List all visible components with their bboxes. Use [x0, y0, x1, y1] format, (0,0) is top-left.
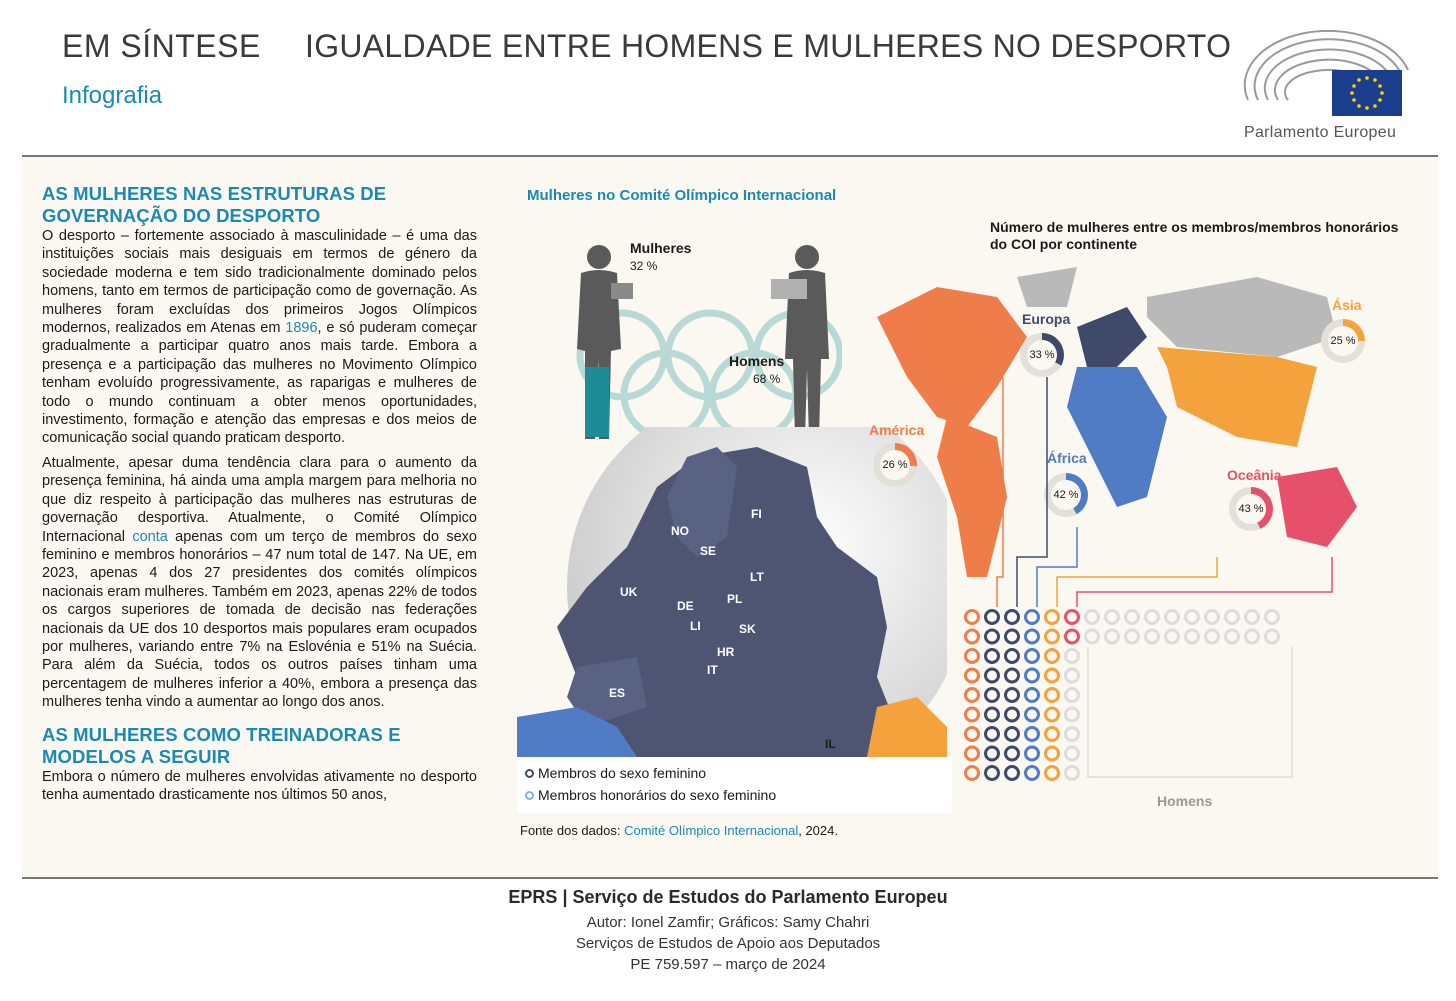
member-ring [1066, 728, 1079, 741]
member-ring [1146, 630, 1159, 643]
honorary-pin-icon [525, 791, 534, 800]
footer-org: EPRS | Serviço de Estudos do Parlamento Europeu [508, 887, 948, 907]
country-label-no: NO [671, 524, 689, 538]
men-grid-label: Homens [1157, 793, 1213, 809]
member-ring [1046, 630, 1059, 643]
country-label-es: ES [609, 686, 626, 700]
member-ring [1026, 708, 1039, 721]
country-label-de: DE [677, 599, 694, 613]
member-ring [1046, 767, 1059, 780]
section-heading-coaches: AS MULHERES COMO TREINADORAS E MODELOS A SEGUIR [42, 723, 401, 767]
country-label-li: LI [690, 619, 701, 633]
paragraph-2-text-b: apenas com um terço de membros do sexo feminino e membros honorários – 47 num total de 147. Na UE, em 2023, apenas 4 dos 27 presidentes dos comités olímpicos nacionais eram mulheres. Também em 2023, apenas 22% de todos os cargos superiores de tomada de decisão nas federações nacionais da UE dos 10 desportos mais populares eram ocupados por mulheres, variando entre 7% na Eslovénia e 51% na Suécia. Para além da Suécia, todos os outros países tinham uma percentagem de mulheres inferior a 40%, embora a presença das mulheres tenha vindo a aumentar ao longo dos anos. [42, 528, 477, 711]
member-ring [1066, 630, 1079, 643]
paragraph-1-text-a: O desporto – fortemente associado à masculinidade – é uma das instituições sociais mais desiguais em termos de género da sociedade moderna e tem sido tradicionalmente dominado pelos homens, tanto em termos de participação como de governação. As mulheres foram excluídas dos primeiros Jogos Olímpicos modernos, realizados em Atenas em [42, 228, 477, 337]
member-ring [1066, 708, 1079, 721]
man-silhouette-icon [767, 239, 847, 439]
member-ring [986, 630, 999, 643]
country-label-lt: LT [750, 570, 764, 584]
member-ring [1026, 669, 1039, 682]
member-ring [966, 689, 979, 702]
member-ring [1026, 767, 1039, 780]
member-ring [986, 689, 999, 702]
source-link[interactable]: Comité Olímpico Internacional [624, 823, 799, 838]
ring-america-value: 26 % [880, 450, 910, 480]
member-ring [986, 728, 999, 741]
member-ring [1126, 630, 1139, 643]
membership-grid [962, 607, 1302, 787]
women-percentage: 32 % [630, 259, 658, 273]
source-suffix: , 2024. [798, 823, 838, 838]
country-label-il: IL [825, 737, 836, 751]
country-label-uk: UK [620, 585, 638, 599]
legend-members-label: Membros do sexo feminino [538, 765, 707, 781]
section-label: EM SÍNTESE [62, 28, 261, 64]
men-label: Homens [729, 353, 785, 369]
paragraph-2-text-a: Atualmente, apesar duma tendência clara para o aumento da presença feminina, há ainda uma ampla margem para melhoria no que diz respeito à participação das mulheres nas estruturas de governação desportiva. Atualmente, o Comité Olímpico Internacional [42, 454, 477, 545]
continent-label-asia: Ásia [1332, 297, 1362, 313]
member-ring [1006, 708, 1019, 721]
member-ring [1046, 747, 1059, 760]
member-ring [1246, 630, 1259, 643]
article-column [42, 183, 477, 804]
member-ring [1266, 630, 1279, 643]
connector-lines [957, 377, 1397, 637]
data-source [520, 823, 838, 838]
link-1896[interactable]: 1896 [285, 320, 318, 337]
member-ring [1046, 708, 1059, 721]
member-ring [1046, 650, 1059, 663]
member-ring [1046, 611, 1059, 624]
section-heading-governance: AS MULHERES NAS ESTRUTURAS DE GOVERNAÇÃO DO DESPORTO [42, 183, 387, 226]
member-ring [966, 611, 979, 624]
member-ring [1246, 611, 1259, 624]
legend [517, 757, 952, 813]
women-label: Mulheres [630, 240, 692, 256]
men-percentage: 68 % [753, 372, 781, 386]
member-ring [1006, 669, 1019, 682]
member-ring [1106, 630, 1119, 643]
continent-label-america: América [869, 422, 925, 438]
member-ring [1166, 630, 1179, 643]
ring-europa-value: 33 % [1027, 340, 1057, 370]
header [0, 0, 1456, 155]
member-ring [986, 669, 999, 682]
member-ring [966, 728, 979, 741]
member-ring [1006, 650, 1019, 663]
ring-asia-value: 25 % [1328, 326, 1358, 356]
member-ring [1066, 669, 1079, 682]
member-ring [1026, 689, 1039, 702]
member-ring [986, 767, 999, 780]
member-ring [1006, 611, 1019, 624]
member-ring [1186, 611, 1199, 624]
logo-text: Parlamento Europeu [1244, 124, 1397, 141]
member-ring [1206, 611, 1219, 624]
country-label-pl: PL [727, 592, 743, 606]
member-ring [1126, 611, 1139, 624]
legend-item-honorary [525, 787, 776, 803]
woman-silhouette-icon [559, 239, 639, 439]
member-ring [1066, 650, 1079, 663]
member-ring [1086, 630, 1099, 643]
member-ring [1166, 611, 1179, 624]
footer-authors: Autor: Ionel Zamfir; Gráficos: Samy Chahri [586, 914, 870, 931]
men-bracket [1088, 647, 1292, 777]
paragraph-3: Embora o número de mulheres envolvidas ativamente no desporto tenha aumentado drasticamente nos últimos 50 anos, [42, 768, 477, 803]
page-title: IGUALDADE ENTRE HOMENS E MULHERES NO DESPORTO [305, 28, 1232, 64]
legend-honorary-label: Membros honorários do sexo feminino [538, 787, 777, 803]
footer-divider [22, 877, 1438, 879]
paragraph-1-text-b: , e só puderam começar gradualmente a participar quatro anos mais tarde. Embora a presença e a participação das mulheres no Movimento Olímpico tenham evoluído progressivamente, as raparigas e mulheres de todo o mundo continuam a obter menos oportunidades, investimento, formação e atenção das empresas e dos meios de comunicação social quando praticam desporto. [42, 320, 477, 447]
member-ring [986, 650, 999, 663]
member-ring [966, 747, 979, 760]
footer-reference: PE 759.597 – março de 2024 [630, 956, 826, 973]
member-ring [1046, 728, 1059, 741]
country-label-se: SE [700, 544, 717, 558]
member-ring [1066, 747, 1079, 760]
member-ring [1006, 630, 1019, 643]
ring-oceania-value: 43 % [1236, 494, 1266, 524]
content-panel [22, 157, 1438, 877]
link-conta[interactable]: conta [132, 528, 168, 545]
continent-label-oceania: Oceânia [1227, 467, 1282, 483]
ring-europa [1020, 333, 1064, 377]
member-ring [966, 767, 979, 780]
member-ring [1266, 611, 1279, 624]
member-ring [1026, 630, 1039, 643]
member-ring [1026, 747, 1039, 760]
member-ring [1006, 767, 1019, 780]
country-label-it: IT [707, 663, 718, 677]
member-ring [966, 669, 979, 682]
member-ring [1106, 611, 1119, 624]
legend-item-members [525, 765, 706, 781]
continent-label-africa: África [1047, 450, 1087, 466]
country-label-hr: HR [717, 645, 735, 659]
country-label-sk: SK [739, 622, 756, 636]
member-ring [1046, 669, 1059, 682]
member-ring [966, 630, 979, 643]
paragraph-1 [42, 227, 477, 448]
member-pin-icon [525, 769, 534, 778]
member-ring [1006, 689, 1019, 702]
ring-america [873, 443, 917, 487]
member-ring [1186, 630, 1199, 643]
member-ring [1006, 728, 1019, 741]
member-ring [1226, 630, 1239, 643]
infographic [517, 177, 1417, 867]
country-label-fi: FI [751, 507, 762, 521]
footer [0, 885, 1456, 973]
member-ring [1046, 689, 1059, 702]
continent-label-europa: Europa [1022, 311, 1071, 327]
member-ring [1146, 611, 1159, 624]
map-title: Número de mulheres entre os membros/membros honorários do COI por continente [990, 219, 1399, 252]
member-ring [986, 611, 999, 624]
member-ring [1206, 630, 1219, 643]
member-ring [1026, 650, 1039, 663]
member-ring [1026, 728, 1039, 741]
member-ring [1066, 689, 1079, 702]
member-ring [986, 747, 999, 760]
member-ring [1086, 611, 1099, 624]
member-ring [1066, 611, 1079, 624]
paragraph-2 [42, 454, 477, 712]
member-ring [986, 708, 999, 721]
member-ring [1026, 611, 1039, 624]
footer-service: Serviços de Estudos de Apoio aos Deputados [575, 935, 881, 952]
ring-asia [1321, 319, 1365, 363]
member-ring [1066, 767, 1079, 780]
member-ring [1226, 611, 1239, 624]
member-ring [966, 650, 979, 663]
member-ring [1006, 747, 1019, 760]
source-prefix: Fonte dos dados: [520, 823, 625, 838]
member-ring [966, 708, 979, 721]
infographic-title: Mulheres no Comité Olímpico Internacional [527, 187, 837, 204]
ring-africa-value: 42 % [1051, 480, 1081, 510]
page-subtitle: Infografia [62, 82, 163, 109]
